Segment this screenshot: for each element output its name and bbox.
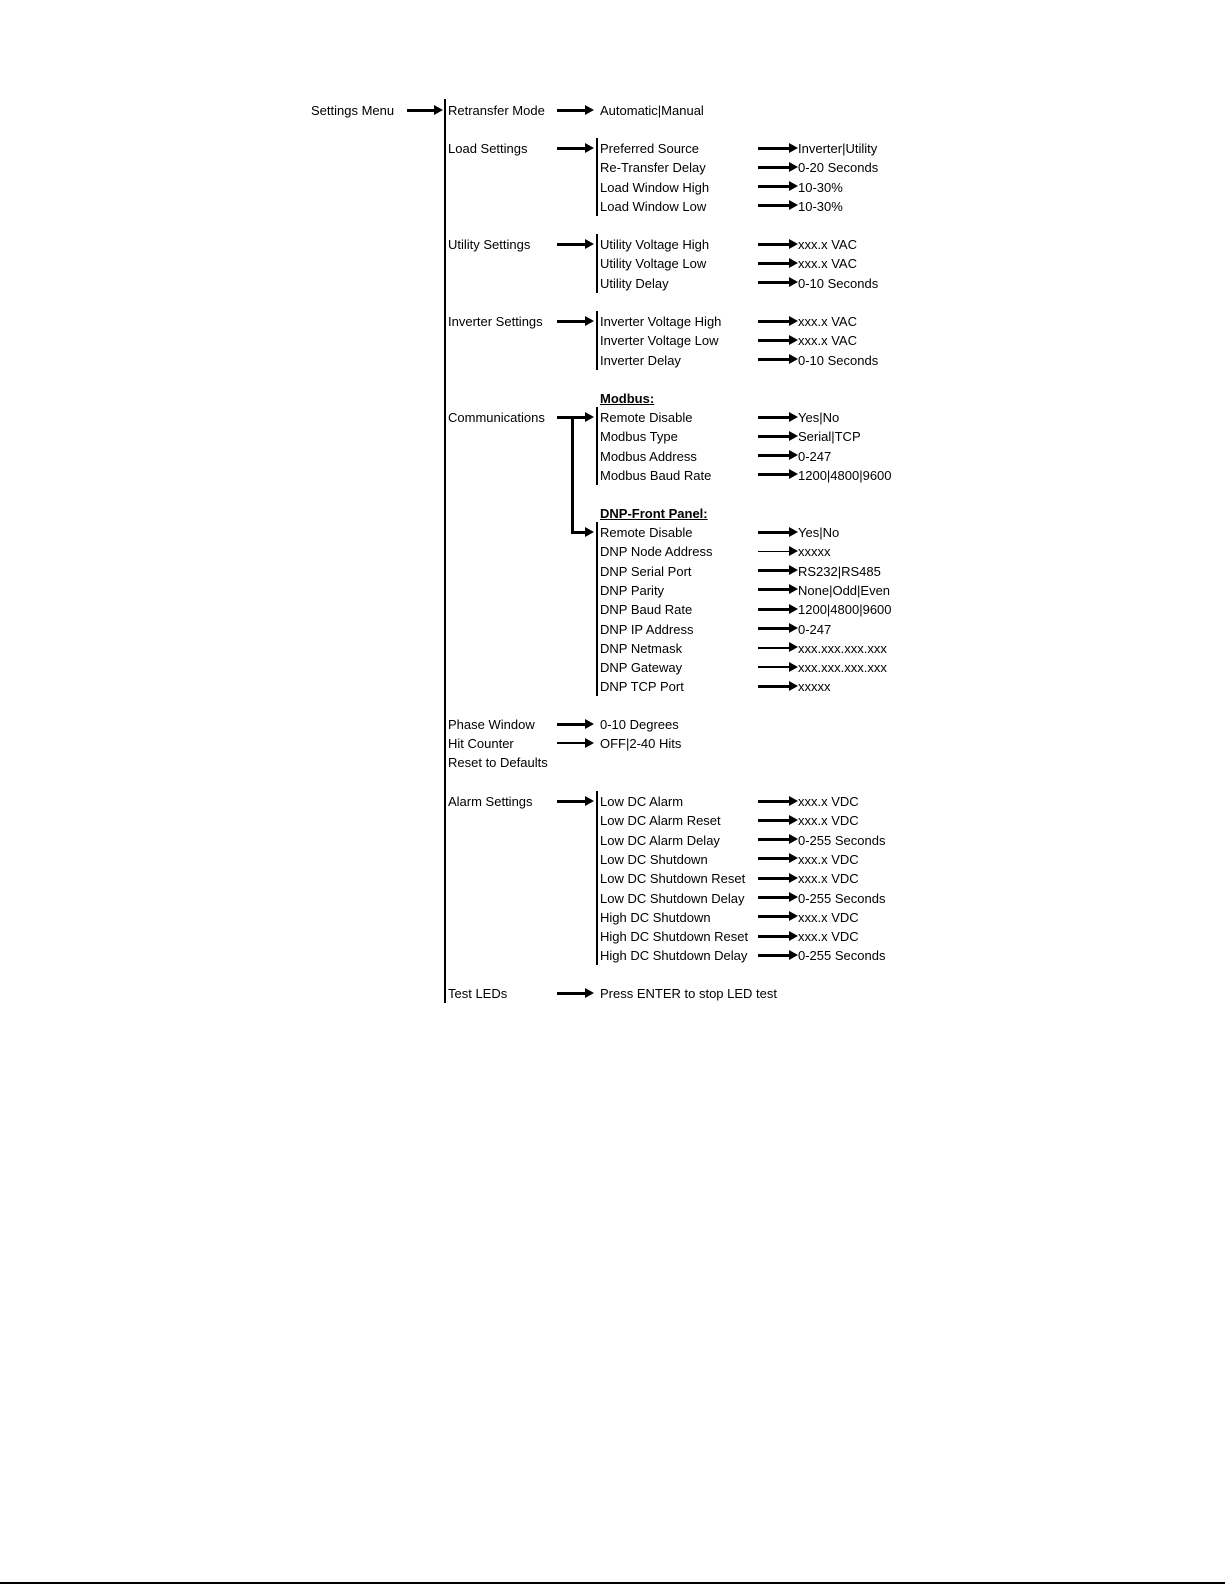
branch-connector-line	[571, 417, 574, 532]
submenu-item-arrow	[758, 627, 791, 630]
submenu-item-arrow	[758, 204, 791, 207]
submenu-item-value: Serial|TCP	[798, 429, 861, 445]
submenu-item-label: DNP Gateway	[600, 660, 683, 676]
submenu-item-arrow	[758, 588, 791, 591]
submenu-item-value: 0-20 Seconds	[798, 160, 879, 176]
submenu-item-arrow	[758, 473, 791, 476]
submenu-item-arrow	[758, 147, 791, 150]
menu-section-label: Load Settings	[448, 141, 528, 156]
submenu-bracket-line	[596, 791, 598, 965]
menu-section-label: Test LEDs	[448, 986, 508, 1001]
submenu-item-label: Low DC Shutdown Delay	[600, 890, 745, 906]
submenu-item-arrow	[758, 339, 791, 342]
submenu-item-value: RS232|RS485	[798, 563, 881, 579]
submenu-item-value: 0-10 Seconds	[798, 352, 879, 368]
submenu-item-label: Low DC Alarm	[600, 794, 684, 809]
section-arrow	[557, 243, 587, 246]
submenu-item-arrow	[758, 915, 791, 918]
submenu-item-label: Preferred Source	[600, 141, 699, 156]
submenu-item-label: Inverter Voltage Low	[600, 333, 719, 349]
section-value: 0-10 Degrees	[600, 717, 679, 732]
submenu-item-value: xxx.x VDC	[798, 813, 859, 829]
submenu-item-value: xxx.x VDC	[798, 871, 859, 887]
submenu-item-label: Modbus Type	[600, 429, 678, 445]
menu-section-label: Alarm Settings	[448, 794, 533, 809]
submenu-item-arrow	[758, 666, 791, 668]
protocol-group-header: DNP-Front Panel:	[600, 505, 708, 521]
submenu-item-label: DNP Netmask	[600, 640, 683, 656]
section-arrow	[557, 992, 587, 995]
submenu-item-label: Modbus Baud Rate	[600, 467, 712, 483]
submenu-item-arrow	[758, 320, 791, 323]
submenu-item-label: DNP Baud Rate	[600, 602, 693, 618]
submenu-item-label: Utility Voltage Low	[600, 256, 707, 272]
section-arrow	[557, 723, 587, 726]
submenu-item-arrow	[758, 166, 791, 169]
submenu-item-value: xxx.x VAC	[798, 256, 857, 272]
menu-section-label: Phase Window	[448, 717, 535, 732]
submenu-item-value: 10-30%	[798, 198, 843, 214]
menu-section-label: Hit Counter	[448, 736, 514, 751]
submenu-item-value: 0-10 Seconds	[798, 275, 879, 291]
submenu-item-label: Low DC Shutdown Reset	[600, 871, 746, 887]
submenu-item-label: Utility Delay	[600, 275, 669, 291]
submenu-item-arrow	[758, 838, 791, 841]
branch-arrow	[571, 531, 587, 534]
section-value: Automatic|Manual	[600, 103, 704, 118]
submenu-item-arrow	[758, 800, 791, 803]
submenu-bracket-line	[596, 522, 598, 696]
main-trunk-line	[444, 99, 446, 1003]
submenu-item-label: DNP IP Address	[600, 621, 694, 637]
submenu-item-label: Remote Disable	[600, 525, 693, 540]
submenu-item-arrow	[758, 416, 791, 419]
submenu-item-arrow	[758, 551, 791, 553]
submenu-item-label: Inverter Delay	[600, 352, 681, 368]
section-arrow	[557, 320, 587, 323]
menu-section-label: Retransfer Mode	[448, 103, 545, 118]
submenu-item-value: None|Odd|Even	[798, 582, 891, 598]
submenu-bracket-line	[596, 311, 598, 370]
submenu-item-label: Low DC Alarm Delay	[600, 832, 720, 848]
submenu-item-arrow	[758, 819, 791, 822]
submenu-item-label: Modbus Address	[600, 448, 697, 464]
submenu-item-label: Utility Voltage High	[600, 237, 710, 252]
submenu-item-arrow	[758, 685, 791, 688]
submenu-item-value: Yes|No	[798, 525, 840, 540]
submenu-item-label: Inverter Voltage High	[600, 314, 722, 329]
submenu-bracket-line	[596, 407, 598, 485]
submenu-item-arrow	[758, 262, 791, 265]
submenu-item-value: xxx.x VDC	[798, 851, 859, 867]
submenu-item-arrow	[758, 896, 791, 899]
menu-section-label: Reset to Defaults	[448, 755, 548, 770]
submenu-item-value: 0-247	[798, 621, 832, 637]
section-arrow	[557, 742, 587, 744]
root-connector-arrow	[407, 109, 436, 112]
submenu-item-arrow	[758, 857, 791, 860]
submenu-item-label: Low DC Shutdown	[600, 851, 708, 867]
submenu-item-arrow	[758, 454, 791, 457]
submenu-item-value: xxx.x VDC	[798, 794, 859, 809]
submenu-item-value: xxxxx	[798, 544, 831, 560]
submenu-item-arrow	[758, 281, 791, 284]
section-arrow	[557, 800, 587, 803]
submenu-item-arrow	[758, 569, 791, 572]
submenu-item-arrow	[758, 185, 791, 188]
submenu-item-arrow	[758, 608, 791, 611]
submenu-item-arrow	[758, 647, 791, 649]
submenu-item-value: 0-247	[798, 448, 832, 464]
page-bottom-rule	[0, 1582, 1225, 1584]
submenu-item-label: DNP Node Address	[600, 544, 713, 560]
submenu-item-label: Re-Transfer Delay	[600, 160, 706, 176]
submenu-item-value: xxxxx	[798, 679, 831, 695]
section-arrow	[557, 147, 587, 150]
submenu-item-label: Load Window Low	[600, 198, 707, 214]
submenu-item-value: 1200|4800|9600	[798, 467, 892, 483]
submenu-item-value: xxx.x VAC	[798, 333, 857, 349]
submenu-item-label: High DC Shutdown	[600, 909, 711, 925]
submenu-item-arrow	[758, 531, 791, 534]
menu-section-label: Inverter Settings	[448, 314, 543, 329]
submenu-item-value: xxx.x VDC	[798, 909, 859, 925]
menu-root-label: Settings Menu	[311, 103, 395, 118]
submenu-item-value: 1200|4800|9600	[798, 602, 892, 618]
submenu-item-value: 0-255 Seconds	[798, 948, 886, 964]
menu-section-label: Communications	[448, 410, 545, 425]
submenu-item-value: xxx.x VAC	[798, 314, 857, 329]
submenu-item-label: Remote Disable	[600, 410, 693, 425]
submenu-item-label: Load Window High	[600, 179, 710, 195]
submenu-item-arrow	[758, 954, 791, 957]
submenu-bracket-line	[596, 234, 598, 293]
protocol-group-header: Modbus:	[600, 390, 655, 406]
submenu-item-label: DNP Parity	[600, 582, 665, 598]
submenu-item-value: 0-255 Seconds	[798, 890, 886, 906]
submenu-item-value: xxx.x VAC	[798, 237, 857, 252]
submenu-item-label: High DC Shutdown Reset	[600, 929, 749, 945]
submenu-bracket-line	[596, 138, 598, 216]
menu-section-label: Utility Settings	[448, 237, 531, 252]
submenu-item-label: Low DC Alarm Reset	[600, 813, 721, 829]
submenu-item-value: xxx.xxx.xxx.xxx	[798, 660, 887, 676]
section-value: OFF|2-40 Hits	[600, 736, 682, 751]
submenu-item-value: Yes|No	[798, 410, 840, 425]
section-value: Press ENTER to stop LED test	[600, 986, 778, 1001]
submenu-item-arrow	[758, 877, 791, 880]
submenu-item-arrow	[758, 358, 791, 361]
submenu-item-label: DNP Serial Port	[600, 563, 692, 579]
section-arrow	[557, 109, 587, 112]
submenu-item-label: High DC Shutdown Delay	[600, 948, 748, 964]
submenu-item-label: DNP TCP Port	[600, 679, 684, 695]
submenu-item-value: 0-255 Seconds	[798, 832, 886, 848]
submenu-item-value: Inverter|Utility	[798, 141, 878, 156]
submenu-item-arrow	[758, 935, 791, 938]
submenu-item-arrow	[758, 435, 791, 438]
submenu-item-arrow	[758, 243, 791, 246]
submenu-item-value: xxx.xxx.xxx.xxx	[798, 640, 887, 656]
submenu-item-value: 10-30%	[798, 179, 843, 195]
submenu-item-value: xxx.x VDC	[798, 929, 859, 945]
